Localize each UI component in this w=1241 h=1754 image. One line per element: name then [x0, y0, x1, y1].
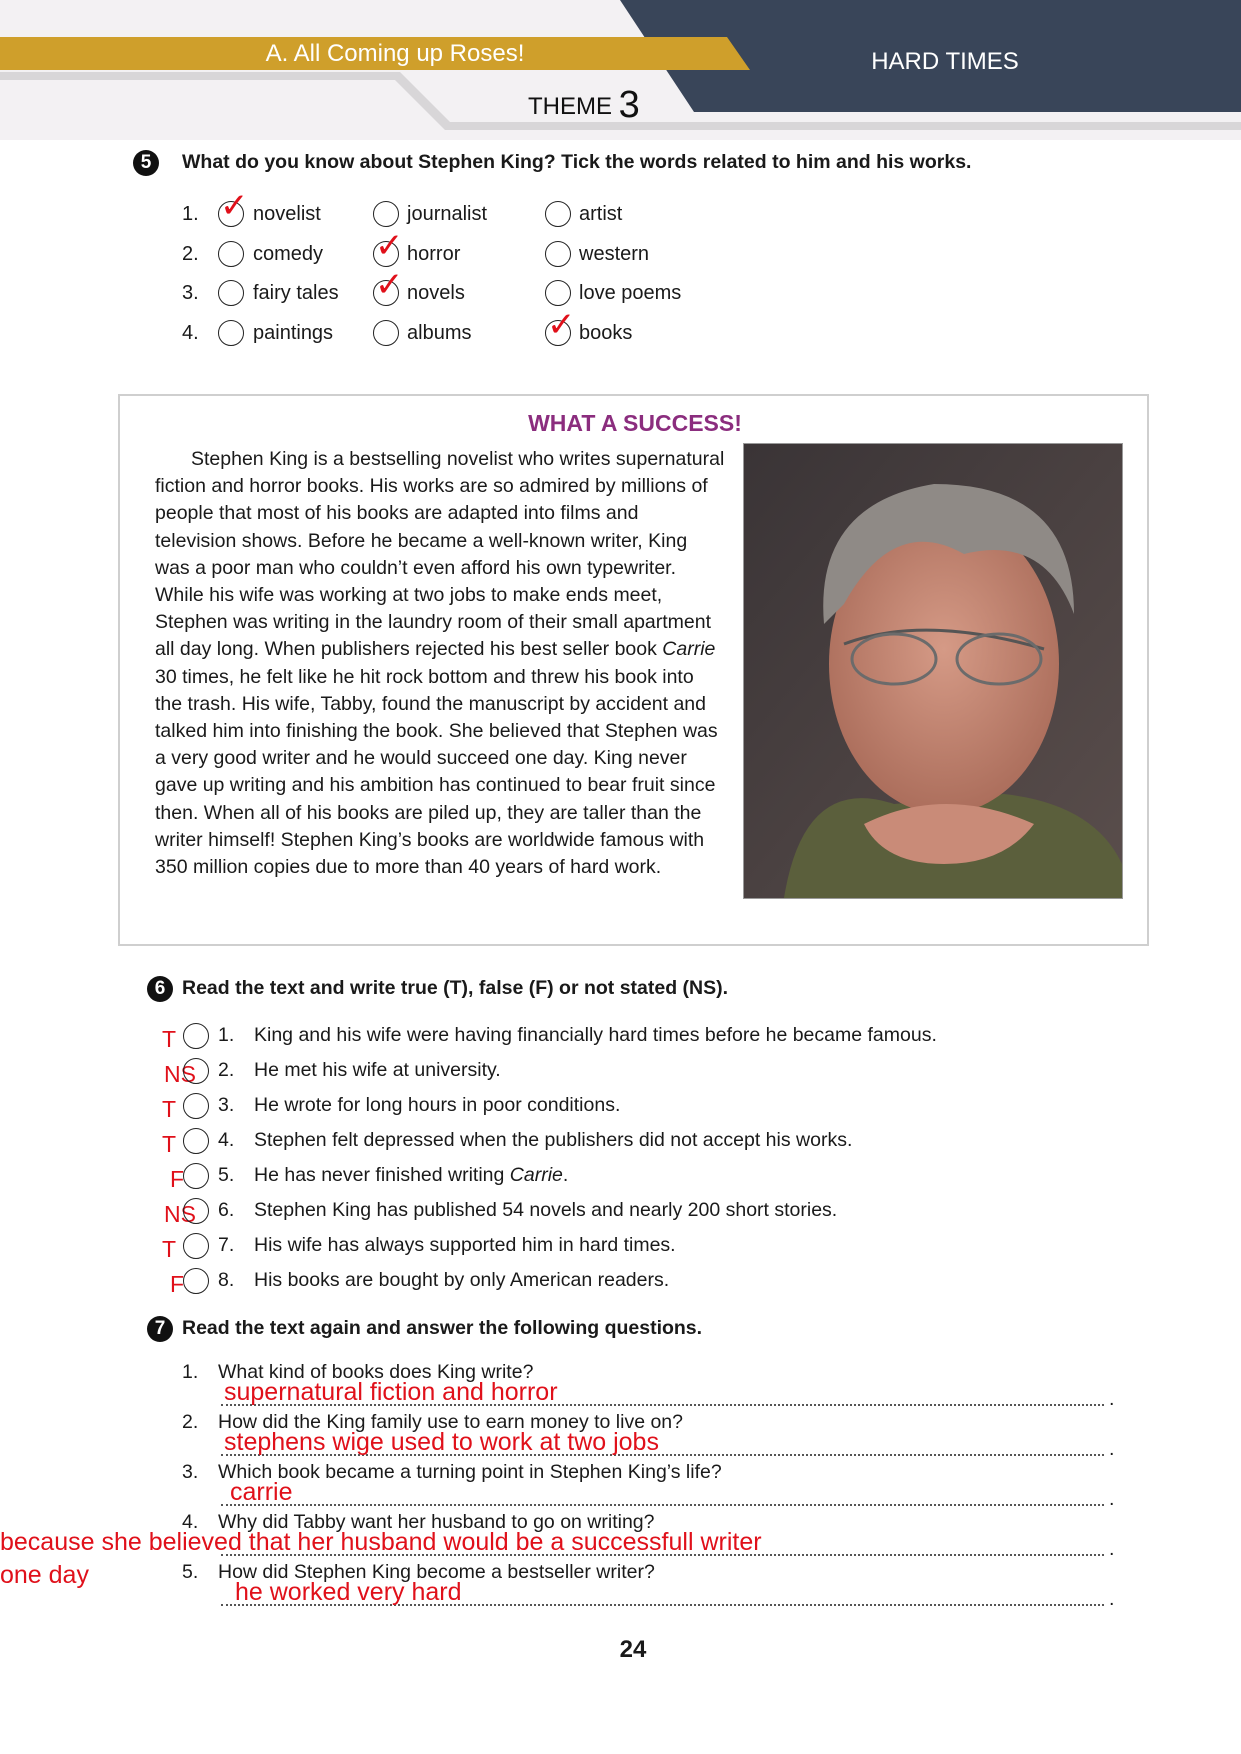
checkbox-circle[interactable]	[545, 280, 571, 306]
row-number: 3.	[182, 282, 199, 305]
checkbox-circle[interactable]	[218, 280, 244, 306]
answer-line[interactable]	[221, 1504, 1104, 1506]
statement	[254, 1234, 676, 1257]
statement	[254, 1199, 837, 1222]
checkbox-circle[interactable]	[373, 201, 399, 227]
item-number: 5.	[218, 1164, 235, 1186]
reading-text	[155, 446, 725, 881]
exercise-6-instruction: Read the text and write true (T), false (F) or not stated (NS).	[182, 977, 729, 999]
exercise-7-badge: 7	[147, 1316, 173, 1342]
statement-text: His wife has always supported him in hard times.	[254, 1234, 676, 1256]
handwritten-answer-continued: one day	[0, 1561, 89, 1589]
question-text: Which book became a turning point in Stephen King’s life?	[218, 1461, 722, 1483]
item-number: 4.	[218, 1129, 235, 1151]
statement-text: He has never finished writing	[254, 1164, 510, 1186]
checkbox-circle[interactable]	[545, 241, 571, 267]
text-part: Stephen King is a bestselling novelist who writes supernatural fiction and horror books. His works are so admired by millions of people that most of his books are adapted into films and television shows. Before he became a well-known writer, King was a poor man who couldn’t even afford his own typewriter. While his wife was working at two jobs to make ends meet, Stephen was writing in the laundry room of their small apartment all day long. When publishers rejected his best seller book	[155, 448, 725, 661]
red-checkmark-icon: ✓	[220, 186, 249, 226]
item-number: 7.	[218, 1234, 235, 1256]
question-number: 1.	[182, 1361, 199, 1383]
option-label: western	[579, 242, 650, 265]
statement	[254, 1024, 937, 1047]
handwritten-answer: F	[170, 1166, 185, 1192]
question-number: 5.	[182, 1561, 199, 1583]
book-title: Carrie	[662, 638, 716, 661]
statement	[254, 1164, 568, 1187]
handwritten-answer: F	[170, 1271, 185, 1297]
handwritten-answer: T	[162, 1026, 177, 1052]
line-end-period: .	[1109, 1538, 1115, 1560]
option-label: novelist	[253, 203, 321, 225]
answer-circle[interactable]	[183, 1163, 209, 1189]
answer-circle[interactable]	[183, 1198, 209, 1224]
option-label: journalist	[407, 203, 488, 225]
question-number: 2.	[182, 1411, 199, 1433]
handwritten-answer: carrie	[230, 1478, 293, 1506]
red-checkmark-icon: ✓	[375, 225, 404, 266]
answer-circle[interactable]	[183, 1058, 209, 1084]
answer-circle[interactable]	[183, 1233, 209, 1259]
exercise-5-badge: 5	[133, 150, 159, 176]
statement	[254, 1129, 852, 1152]
option-label: paintings	[253, 322, 334, 345]
punctuation: .	[562, 1164, 569, 1186]
option-label: horror	[407, 242, 461, 265]
statement-text: He wrote for long hours in poor conditions.	[254, 1094, 621, 1116]
line-end-period: .	[1109, 1438, 1115, 1460]
checkbox-circle[interactable]	[218, 241, 244, 267]
page-number: 24	[619, 1636, 647, 1663]
line-end-period: .	[1109, 1588, 1115, 1610]
theme-label	[528, 84, 640, 127]
red-checkmark-icon: ✓	[547, 305, 576, 346]
statement-text: Stephen felt depressed when the publishers did not accept his works.	[254, 1129, 853, 1151]
theme-text: THEME	[528, 93, 612, 120]
unit-title: HARD TIMES	[871, 48, 1019, 75]
checkbox-circle[interactable]	[545, 201, 571, 227]
handwritten-answer: T	[162, 1096, 177, 1122]
text-part: 30 times, he felt like he hit rock bottom and threw his book into the trash. His wife, Tabby, found the manuscript by accident and talked him into finishing the book. She believed that Stephen was a very good writer and he would succeed one day. King never gave up writing and his ambition has continued to bear fruit since then. When all of his books are piled up, they are taller than the writer himself! Stephen King’s books are worldwide famous with 350 million copies due to more than 40 years of hard work.	[155, 665, 718, 879]
line-end-period: .	[1109, 1488, 1115, 1510]
handwritten-answer: T	[162, 1236, 177, 1262]
red-checkmark-icon: ✓	[375, 265, 404, 306]
statement	[254, 1269, 669, 1292]
question-text: How did Stephen King become a bestseller writer?	[218, 1561, 655, 1583]
row-number: 2.	[182, 242, 199, 265]
option-label: artist	[579, 203, 623, 225]
stephen-king-photo	[743, 443, 1123, 899]
handwritten-answer: supernatural fiction and horror	[224, 1378, 558, 1406]
theme-number: 3	[618, 84, 640, 126]
exercise-6-badge: 6	[147, 976, 173, 1002]
handwritten-answer: NS	[164, 1201, 196, 1227]
answer-circle[interactable]	[183, 1023, 209, 1049]
book-title: Carrie	[509, 1164, 563, 1186]
exercise-5-instruction: What do you know about Stephen King? Tick the words related to him and his works.	[182, 151, 972, 173]
option-label: books	[579, 322, 633, 345]
section-title: A. All Coming up Roses!	[265, 40, 525, 67]
checkbox-circle[interactable]	[373, 320, 399, 346]
line-end-period: .	[1109, 1388, 1115, 1410]
option-label: love poems	[579, 282, 682, 305]
row-number: 1.	[182, 203, 199, 225]
item-number: 8.	[218, 1269, 235, 1291]
item-number: 3.	[218, 1094, 235, 1116]
option-label: fairy tales	[253, 282, 339, 305]
statement	[254, 1094, 620, 1117]
answer-circle[interactable]	[183, 1093, 209, 1119]
reading-title: WHAT A SUCCESS!	[528, 410, 742, 436]
row-number: 4.	[182, 322, 199, 345]
item-number: 2.	[218, 1059, 235, 1081]
item-number: 1.	[218, 1024, 235, 1046]
handwritten-answer: because she believed that her husband would be a successfull writer	[0, 1528, 762, 1556]
statement-text: King and his wife were having financially hard times before he became famous.	[254, 1024, 937, 1046]
question-text: Why did Tabby want her husband to go on writing?	[218, 1511, 655, 1533]
question-number: 3.	[182, 1461, 199, 1483]
option-label: albums	[407, 322, 472, 345]
option-label: novels	[407, 282, 465, 305]
handwritten-answer: he worked very hard	[235, 1578, 462, 1606]
statement	[254, 1059, 501, 1082]
question-text: How did the King family use to earn money to live on?	[218, 1411, 684, 1433]
item-number: 6.	[218, 1199, 235, 1221]
statement-text: Stephen King has published 54 novels and nearly 200 short stories.	[254, 1199, 838, 1221]
answer-circle[interactable]	[183, 1128, 209, 1154]
handwritten-answer: T	[162, 1131, 177, 1157]
statement-text: His books are bought by only American readers.	[254, 1269, 670, 1291]
question-number: 4.	[182, 1511, 199, 1533]
answer-circle[interactable]	[183, 1268, 209, 1294]
handwritten-answer: stephens wige used to work at two jobs	[224, 1428, 659, 1456]
option-label: comedy	[253, 242, 324, 265]
exercise-7-instruction: Read the text again and answer the following questions.	[182, 1317, 703, 1339]
question-text: What kind of books does King write?	[218, 1361, 534, 1383]
checkbox-circle[interactable]	[218, 320, 244, 346]
statement-text: He met his wife at university.	[254, 1059, 501, 1081]
handwritten-answer: NS	[164, 1061, 196, 1087]
